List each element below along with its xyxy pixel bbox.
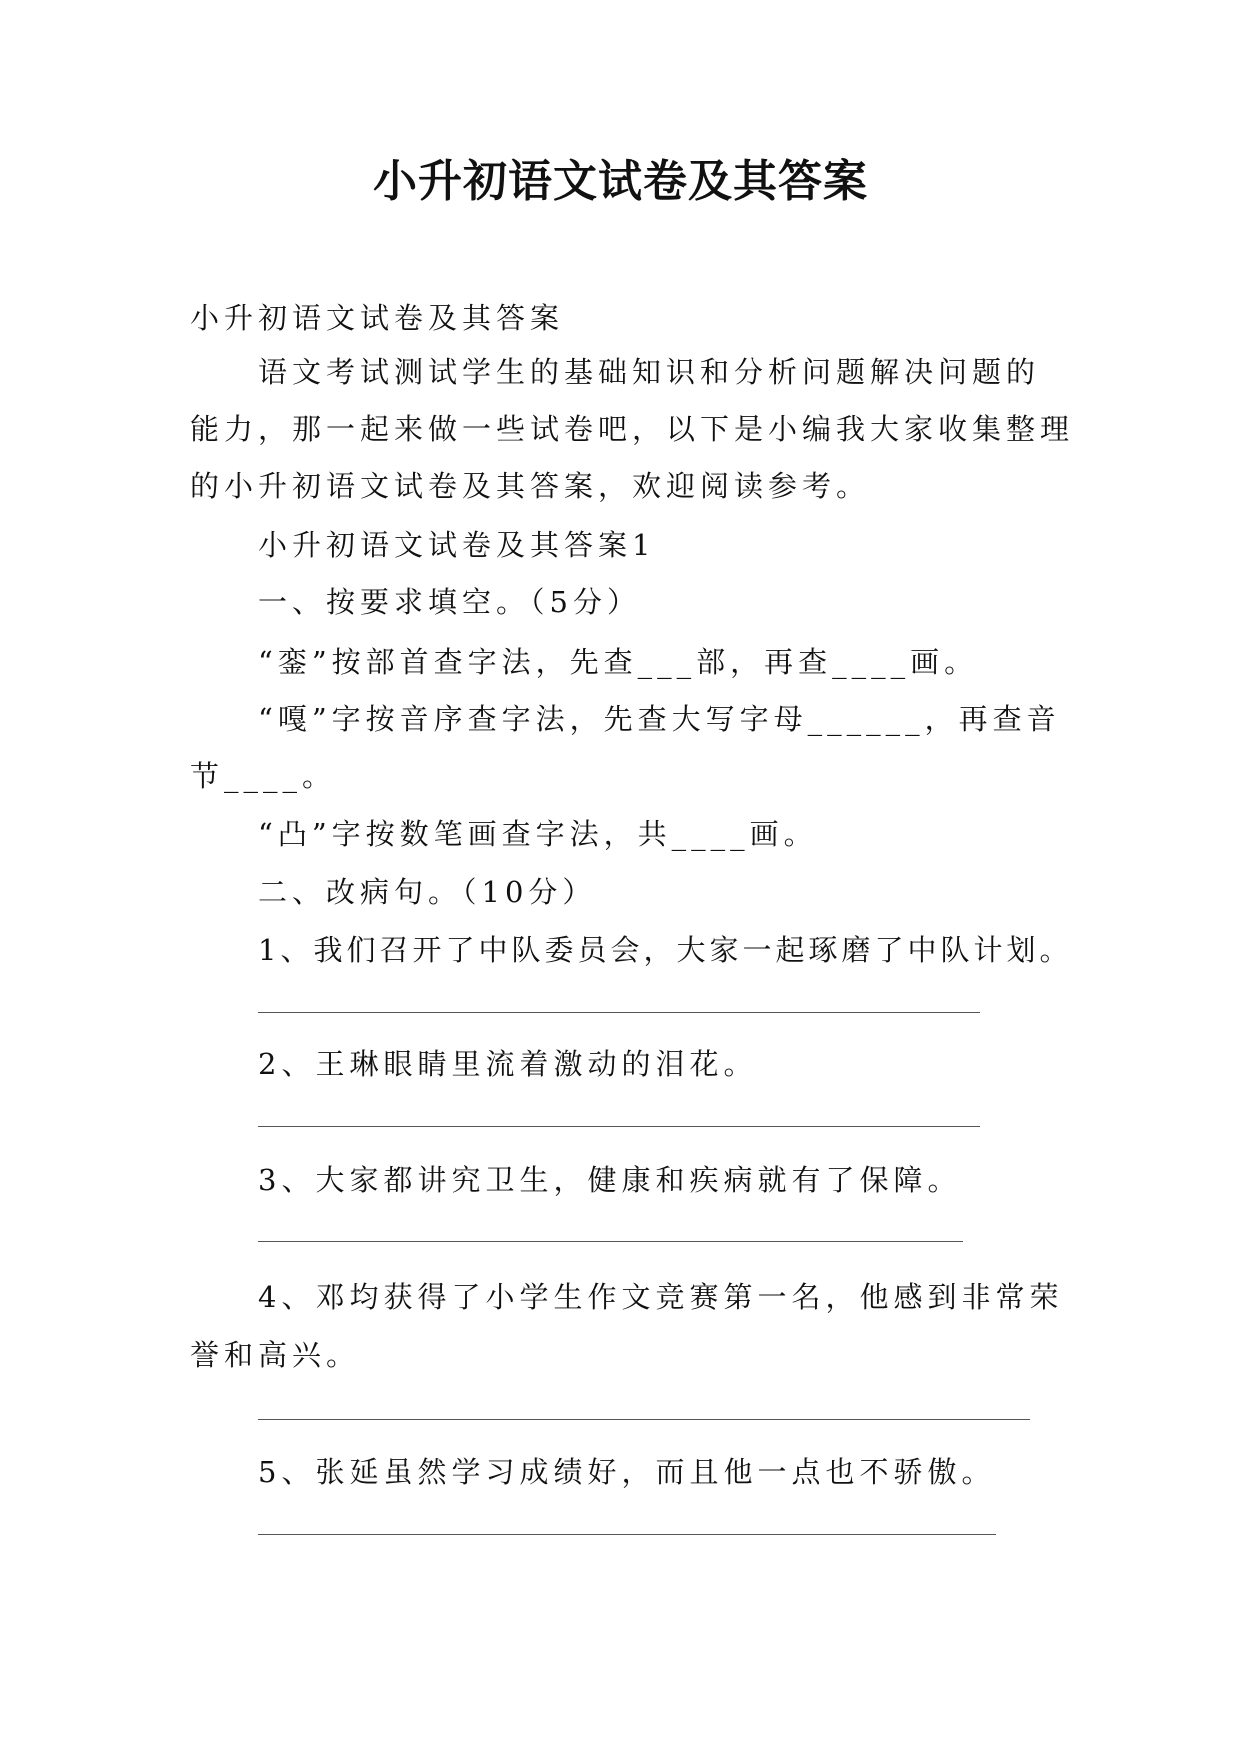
intro-line-1: 语文考试测试学生的基础知识和分析问题解决问题的 xyxy=(258,355,1041,389)
intro-line-2: 能力，那一起来做一些试卷吧，以下是小编我大家收集整理 xyxy=(190,412,1075,446)
part1-question-3: “凸”字按数笔画查字法，共____画。 xyxy=(258,817,818,851)
document-subtitle: 小升初语文试卷及其答案 xyxy=(190,301,565,335)
answer-line-5 xyxy=(258,1534,996,1535)
part2-sentence-2: 2、王琳眼睛里流着激动的泪花。 xyxy=(258,1047,758,1081)
part2-sentence-5: 5、张延虽然学习成绩好，而且他一点也不骄傲。 xyxy=(258,1455,996,1489)
part2-sentence-1: 1、我们召开了中队委员会，大家一起琢磨了中队计划。 xyxy=(258,933,1073,967)
part2-sentence-4-line-1: 4、邓均获得了小学生作文竞赛第一名，他感到非常荣 xyxy=(258,1280,1064,1314)
answer-line-1 xyxy=(258,1012,980,1013)
part2-sentence-4-line-2: 誉和高兴。 xyxy=(190,1338,361,1372)
part1-question-2-line-1: “嘎”字按音序查字法，先查大写字母______，再查音 xyxy=(258,702,1061,736)
part2-heading: 二、改病句。（10分） xyxy=(258,875,597,909)
section-heading: 小升初语文试卷及其答案1 xyxy=(258,528,656,562)
answer-line-3 xyxy=(258,1241,963,1242)
intro-line-3: 的小升初语文试卷及其答案，欢迎阅读参考。 xyxy=(190,469,871,503)
answer-line-4 xyxy=(258,1419,1030,1420)
answer-line-2 xyxy=(258,1126,980,1127)
part1-heading: 一、按要求填空。（5分） xyxy=(258,585,641,619)
part1-question-2-line-2: 节____。 xyxy=(190,759,337,793)
part2-sentence-3: 3、大家都讲究卫生，健康和疾病就有了保障。 xyxy=(258,1163,962,1197)
part1-question-1: “銮”按部首查字法，先查___部，再查____画。 xyxy=(258,645,979,679)
document-title: 小升初语文试卷及其答案 xyxy=(373,156,868,207)
